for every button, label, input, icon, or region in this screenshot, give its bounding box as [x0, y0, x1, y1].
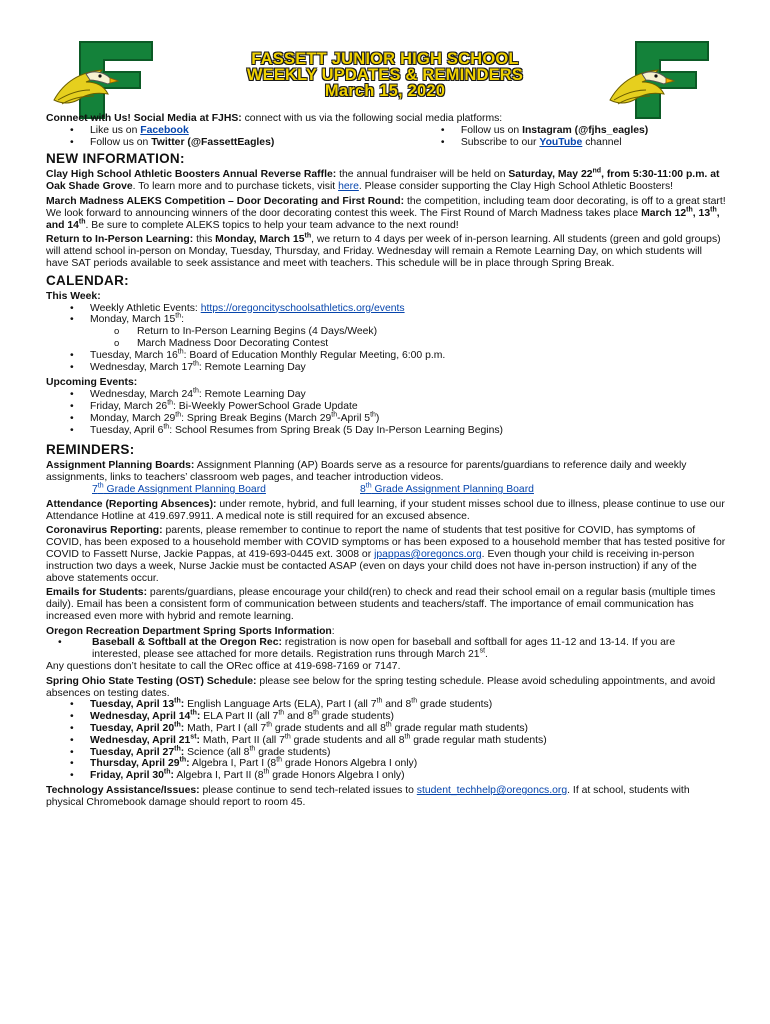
attendance-paragraph: Attendance (Reporting Absences): under remote, hybrid, and full learning, if your student misses school due to illness, please continue to use our Attendance Hotline at 419.697.9911. A medical note is still required for an excused absence.: [46, 498, 725, 522]
social-instagram: • Follow us on Instagram (@fjhs_eagles): [437, 125, 726, 137]
section-heading-calendar: CALENDAR:: [46, 272, 129, 288]
ost-schedule-list: [46, 699, 726, 782]
section-heading-reminders: REMINDERS:: [46, 442, 135, 458]
section-heading-new-information: NEW INFORMATION:: [46, 151, 185, 167]
list-item: • Tuesday, April 13th: English Language Arts (ELA), Part I (all 7th and 8th grade students): [66, 699, 726, 711]
list-item: • Tuesday, March 16th: Board of Education Monthly Regular Meeting, 6:00 p.m.: [66, 350, 726, 362]
school-name: FASSETT JUNIOR HIGH SCHOOL: [251, 50, 519, 68]
ost-paragraph: Spring Ohio State Testing (OST) Schedule: please see below for the spring testing schedule. Please avoid scheduling appointments, and avoid absences on testing dates.: [46, 675, 716, 699]
return-learning-paragraph: Return to In-Person Learning: this Monday, March 15th, we return to 4 days per week of in-person learning. All students (green and gold groups) will attend school in-person on Monday, Tuesday, Thursday, and Friday. Wednesday will remain a Remote Learning Day, on which students will have SAT periods available to seek assistance and meet with teachers. This schedule will be in place through Spring Break.: [46, 232, 721, 269]
list-item: • Tuesday, April 20th: Math, Part I (all 7th grade students and all 8th grade regular math students): [66, 723, 726, 735]
social-facebook: • Like us on Facebook: [66, 125, 417, 137]
orec-questions: Any questions don’t hesitate to call the ORec office at 419-698-7169 or 7147.: [46, 661, 401, 673]
newsletter-subtitle: WEEKLY UPDATES & REMINDERS: [246, 66, 524, 84]
list-item: • Baseball & Softball at the Oregon Rec: registration is now open for baseball and softball for ages 11-12 and 13-14. If you are interested, please see attached for more details. Registration runs through March 21st.: [54, 637, 726, 661]
planning-board-links: [46, 484, 726, 496]
raffle-paragraph: Clay High School Athletic Boosters Annual Reverse Raffle: the annual fundraiser will be held on Saturday, May 22nd, from 5:30-11:00 p.m. at Oak Shade Grove. To learn more and to purchase tickets, visit here. Please consider supporting the Clay High School Athletic Boosters!: [46, 167, 720, 193]
school-logo-right: [604, 38, 714, 120]
list-item: • Thursday, April 29th: Algebra I, Part I (8th grade Honors Algebra I only): [66, 758, 726, 770]
upcoming-events-label: Upcoming Events:: [46, 377, 138, 389]
youtube-link[interactable]: YouTube: [539, 136, 583, 148]
athletics-events-link[interactable]: https://oregoncityschoolsathletics.org/events: [200, 302, 405, 314]
aleks-paragraph: March Madness ALEKS Competition – Door Decorating and First Round: the competition, including team door decorating, is off to a great start! We look forward to announcing winners of the door decorating contest this week. The First Round of March Madness takes place March 12th, 13th, and 14th. Be sure to complete ALEKS topics to help your team advance to the next round!: [46, 195, 726, 231]
list-item: • Friday, April 30th: Algebra I, Part II (8th grade Honors Algebra I only): [66, 770, 726, 782]
school-logo-left: [48, 38, 158, 120]
list-item: • Monday, March 29th: Spring Break Begins (March 29th-April 5th): [66, 413, 726, 425]
list-item: • Monday, March 15th: o Return to In-Person Learning Begins (4 Days/Week) o March Madness Door Decorating Contest: [66, 314, 726, 349]
newsletter-date: March 15, 2020: [324, 82, 446, 100]
social-list: [46, 125, 726, 149]
list-item: • Wednesday, April 14th: ELA Part II (all 7th and 8th grade students): [66, 711, 726, 723]
list-item: • Weekly Athletic Events: https://oregoncityschoolsathletics.org/events: [66, 303, 726, 315]
list-item: o Return to In-Person Learning Begins (4 Days/Week): [114, 326, 726, 338]
this-week-list: [46, 303, 726, 374]
list-item: o March Madness Door Decorating Contest: [114, 338, 726, 350]
eagle-f-logo-icon: [48, 38, 158, 120]
grade8-planning-board-link[interactable]: 8th Grade Assignment Planning Board: [360, 482, 534, 495]
social-intro: Connect with Us! Social Media at FJHS: connect with us via the following social media platforms:: [46, 113, 503, 124]
upcoming-events-list: [46, 389, 726, 436]
raffle-tickets-link[interactable]: here: [338, 181, 359, 193]
list-item: • Tuesday, April 27th: Science (all 8th grade students): [66, 747, 726, 759]
list-item: • Friday, March 26th: Bi-Weekly PowerSchool Grade Update: [66, 401, 726, 413]
grade7-planning-board-link[interactable]: 7th Grade Assignment Planning Board: [92, 482, 266, 495]
orec-list: [46, 637, 726, 661]
facebook-link[interactable]: Facebook: [140, 124, 189, 136]
social-youtube: • Subscribe to our YouTube channel: [437, 137, 726, 149]
newsletter-title: [160, 51, 610, 99]
list-item: • Wednesday, April 21st: Math, Part II (all 7th grade students and all 8th grade regular math students): [66, 735, 726, 747]
eagle-f-logo-icon: [604, 38, 714, 120]
social-twitter: • Follow us on Twitter (@FassettEagles): [66, 137, 417, 149]
tech-assistance-paragraph: Technology Assistance/Issues: please continue to send tech-related issues to student_techhelp@oregoncs.org. If at school, students with physical Chromebook damage should report to room 45.: [46, 785, 690, 808]
orec-heading: Oregon Recreation Department Spring Sports Information:: [46, 625, 335, 637]
list-item: • Wednesday, March 24th: Remote Learning Day: [66, 389, 726, 401]
planning-boards-paragraph: Assignment Planning Boards: Assignment Planning (AP) Boards serve as a resource for parents/guardians to reference daily and weekly assignments, links to teachers’ classroom web pages, and teacher introduction videos.: [46, 460, 687, 484]
tech-help-email-link[interactable]: student_techhelp@oregoncs.org: [416, 785, 568, 797]
newsletter-body: [46, 113, 726, 809]
this-week-label: This Week:: [46, 290, 101, 302]
list-item: • Tuesday, April 6th: School Resumes from Spring Break (5 Day In-Person Learning Begins): [66, 425, 726, 437]
list-item: • Wednesday, March 17th: Remote Learning Day: [66, 362, 726, 374]
student-emails-paragraph: Emails for Students: parents/guardians, please encourage your child(ren) to check and read their school email on a regular basis (multiple times daily). Email has been a consistent form of communication between students and teachers/staff. The importance of email communication has increased even more with hybrid and remote learning.: [46, 587, 716, 622]
coronavirus-paragraph: Coronavirus Reporting: parents, please remember to continue to report the name of students that test positive for COVID, has symptoms of COVID, has been exposed to a household member with COVID symptoms or has been exposed to a household member that has tested positive for COVID to Fassett Nurse, Jackie Pappas, at 419-693-0445 ext. 3008 or jpappas@oregoncs.org. Even though your child is receiving in-person instruction two days a week, Nurse Jackie must be contacted ASAP (even on days your child does not have in-person instruction) if any of the above statements occur.: [46, 525, 726, 584]
nurse-email-link[interactable]: jpappas@oregoncs.org: [374, 548, 482, 560]
